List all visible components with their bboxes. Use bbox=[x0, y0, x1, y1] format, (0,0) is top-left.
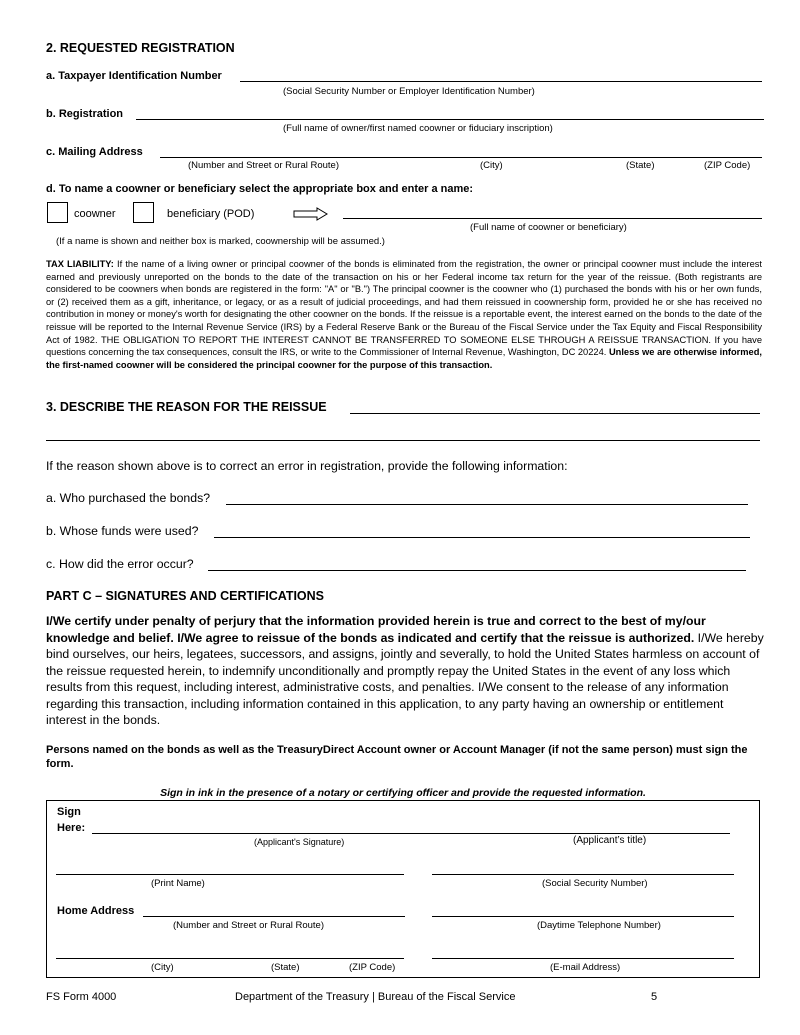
footer-form-number: FS Form 4000 bbox=[46, 991, 117, 1003]
mailing-input-line[interactable] bbox=[160, 157, 762, 158]
coowner-checkbox-label: coowner bbox=[74, 208, 116, 220]
whose-funds-label: b. Whose funds were used? bbox=[46, 524, 199, 538]
reason-input-line-2[interactable] bbox=[46, 440, 760, 441]
coowner-name-caption: (Full name of coowner or beneficiary) bbox=[470, 222, 627, 233]
email-input-line[interactable] bbox=[432, 958, 734, 959]
state-caption: (State) bbox=[271, 962, 300, 973]
ssn-input-line[interactable] bbox=[432, 874, 734, 875]
ssn-caption: (Social Security Number) bbox=[542, 878, 648, 889]
mailing-zip-caption: (ZIP Code) bbox=[704, 160, 751, 171]
tax-liability-bold-tail: Unless we are otherwise informed, the first-named coowner will be considered the principal coowner for the purpose of this transaction. bbox=[46, 347, 762, 370]
mailing-street-caption: (Number and Street or Rural Route) bbox=[188, 160, 340, 171]
tin-caption: (Social Security Number or Employer Identification Number) bbox=[283, 86, 535, 97]
section-2-title: 2. REQUESTED REGISTRATION bbox=[46, 41, 235, 55]
mailing-state-caption: (State) bbox=[626, 160, 655, 171]
certification-body: I/We hereby bind ourselves, our heirs, legatees, successors, and assigns, jointly and severally, to hold the United States harmless on account of the reissue requested herein, to indemnify unconditionally and promptly repay the United States in the event of any loss which results from this request, including interest, administrative costs, and penalties. I/We consent to the release of any information regarding this transaction, including information contained in this application, to any party having an ownership or entitlement interest in the bonds. bbox=[46, 630, 764, 727]
print-name-caption: (Print Name) bbox=[151, 878, 205, 889]
tin-label: a. Taxpayer Identification Number bbox=[46, 70, 222, 82]
here-label: Here: bbox=[57, 822, 86, 834]
city-caption: (City) bbox=[151, 962, 174, 973]
signature-box bbox=[46, 800, 760, 978]
coowner-instruction: d. To name a coowner or beneficiary select the appropriate box and enter a name: bbox=[46, 183, 474, 195]
beneficiary-checkbox[interactable] bbox=[133, 202, 154, 223]
coowner-checkbox[interactable] bbox=[47, 202, 68, 223]
sign-label: Sign bbox=[57, 806, 81, 818]
mailing-label: c. Mailing Address bbox=[46, 146, 143, 158]
coowner-name-input-line[interactable] bbox=[343, 218, 762, 219]
city-state-zip-input-line[interactable] bbox=[56, 958, 404, 959]
registration-input-line[interactable] bbox=[136, 119, 764, 120]
phone-caption: (Daytime Telephone Number) bbox=[537, 920, 661, 931]
section-3-title: 3. DESCRIBE THE REASON FOR THE REISSUE bbox=[46, 400, 327, 414]
print-name-input-line[interactable] bbox=[56, 874, 404, 875]
reason-input-line-1[interactable] bbox=[350, 413, 760, 414]
signature-input-line[interactable] bbox=[92, 833, 730, 834]
error-occur-label: c. How did the error occur? bbox=[46, 557, 194, 571]
footer-page-number: 5 bbox=[651, 991, 658, 1003]
footer-department: Department of the Treasury | Bureau of the Fiscal Service bbox=[235, 991, 516, 1003]
whose-funds-input-line[interactable] bbox=[214, 537, 750, 538]
applicant-title-caption: (Applicant’s title) bbox=[573, 835, 647, 846]
email-caption: (E-mail Address) bbox=[550, 962, 621, 973]
error-intro: If the reason shown above is to correct an error in registration, provide the following information: bbox=[46, 459, 568, 473]
persons-note: Persons named on the bonds as well as the TreasuryDirect Account owner or Account Manager (if not the same person) must sign the form. bbox=[46, 744, 748, 770]
registration-label: b. Registration bbox=[46, 108, 124, 120]
coownership-note: (If a name is shown and neither box is marked, coownership will be assumed.) bbox=[56, 236, 385, 247]
home-street-caption: (Number and Street or Rural Route) bbox=[173, 920, 325, 931]
phone-input-line[interactable] bbox=[432, 916, 734, 917]
who-purchased-label: a. Who purchased the bonds? bbox=[46, 491, 211, 505]
part-c-title: PART C – SIGNATURES AND CERTIFICATIONS bbox=[46, 589, 325, 603]
tax-liability-body: If the name of a living owner or principal coowner of the bonds is eliminated from the registration, the owner or principal coowner must include the interest earned and previously unreported on the bonds to the date of the transaction on his or her Federal income tax return for the year of the reissue. (Both registrants are considered to be coowners when bonds are registered in the form: "A" or "B.") The principal coowner is the coowner who (1) purchased the bonds with his or her own funds, or (2) received them as a gift, inheritance, or legacy, or as a result of judicial proceedings, and had them reissued in coownership form, provided he or she has received no contribution in money or money's worth for designating the other coowner on the bonds. If the reissue is a reportable event, the interest earned on the bonds to the date of the reissue will be reported to the Internal Revenue Service (IRS) by a Federal Reserve Bank or the Bureau of the Fiscal Service under the Tax Equity and Fiscal Responsibility Act of 1982. THE OBLIGATION TO REPORT THE INTEREST CANNOT BE TRANSFERRED TO SOMEONE ELSE THROUGH A REISSUE TRANSACTION. If you have questions concerning the tax consequences, consult the IRS, or write to the Commissioner of Internal Revenue, Washington, DC 20224. bbox=[46, 259, 762, 358]
applicant-signature-caption: (Applicant's Signature) bbox=[254, 837, 345, 847]
error-occur-input-line[interactable] bbox=[208, 570, 746, 571]
home-address-label: Home Address bbox=[57, 905, 135, 917]
beneficiary-checkbox-label: beneficiary (POD) bbox=[167, 208, 255, 220]
right-arrow-icon bbox=[293, 207, 329, 221]
tin-input-line[interactable] bbox=[240, 81, 762, 82]
registration-caption: (Full name of owner/first named coowner or fiduciary inscription) bbox=[283, 123, 553, 134]
tax-liability-paragraph bbox=[46, 258, 762, 371]
ink-note: Sign in ink in the presence of a notary or certifying officer and provide the requested information. bbox=[160, 787, 646, 799]
tax-liability-heading: TAX LIABILITY: bbox=[46, 259, 114, 269]
zip-caption: (ZIP Code) bbox=[349, 962, 396, 973]
home-address-input-line[interactable] bbox=[143, 916, 405, 917]
certification-paragraph bbox=[46, 613, 764, 729]
who-purchased-input-line[interactable] bbox=[226, 504, 748, 505]
mailing-city-caption: (City) bbox=[480, 160, 503, 171]
certification-bold: I/We certify under penalty of perjury that the information provided herein is true and correct to the best of my/our knowledge and belief. I/We agree to reissue of the bonds as indicated and certify that the reissue is authorized. bbox=[46, 614, 706, 645]
